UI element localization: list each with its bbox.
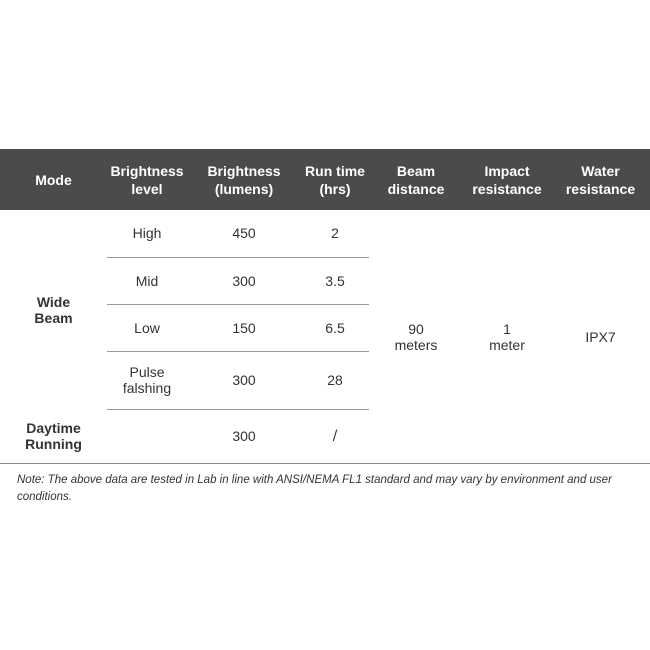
runtime-cell: 28 [301, 351, 369, 409]
mode-daytime-running: Daytime Running [25, 420, 82, 452]
level-cell: High [107, 210, 187, 257]
level-cell: Pulse falshing [107, 351, 187, 409]
footnote: Note: The above data are tested in Lab in line with ANSI/NEMA FL1 standard and may vary by environment and user conditions. [17, 474, 612, 503]
spec-table-body [0, 210, 650, 463]
mode-wide-beam: Wide Beam [34, 293, 73, 326]
spec-table [0, 149, 650, 463]
header-brightness-lumens: Brightness (lumens) [187, 149, 301, 210]
lumens-cell: 300 [232, 428, 256, 445]
beam-distance-cell: 90 meters [394, 320, 438, 353]
header-water-resistance: Water resistance [551, 149, 650, 210]
spec-table-header [0, 149, 650, 210]
water-resistance-cell: IPX7 [585, 328, 616, 345]
header-row [0, 149, 650, 210]
lumens-cell: 300 [187, 351, 301, 409]
header-beam-distance: Beam distance [369, 149, 463, 210]
header-run-time: Run time (hrs) [301, 149, 369, 210]
lumens-cell: 450 [187, 210, 301, 257]
level-cell-empty [107, 409, 187, 463]
header-mode: Mode [0, 149, 107, 210]
table-row [0, 210, 650, 257]
runtime-cell: 6.5 [301, 304, 369, 351]
runtime-cell: 2 [301, 210, 369, 257]
lumens-cell: 150 [187, 304, 301, 351]
level-cell: Low [107, 304, 187, 351]
level-cell: Mid [107, 257, 187, 304]
lumens-cell: 300 [187, 257, 301, 304]
table-bottom-divider [0, 463, 650, 464]
header-brightness-level: Brightness level [107, 149, 187, 210]
runtime-cell: / [332, 428, 338, 445]
header-impact-resistance: Impact resistance [463, 149, 551, 210]
runtime-cell: 3.5 [301, 257, 369, 304]
impact-resistance-cell: 1 meter [489, 320, 525, 353]
